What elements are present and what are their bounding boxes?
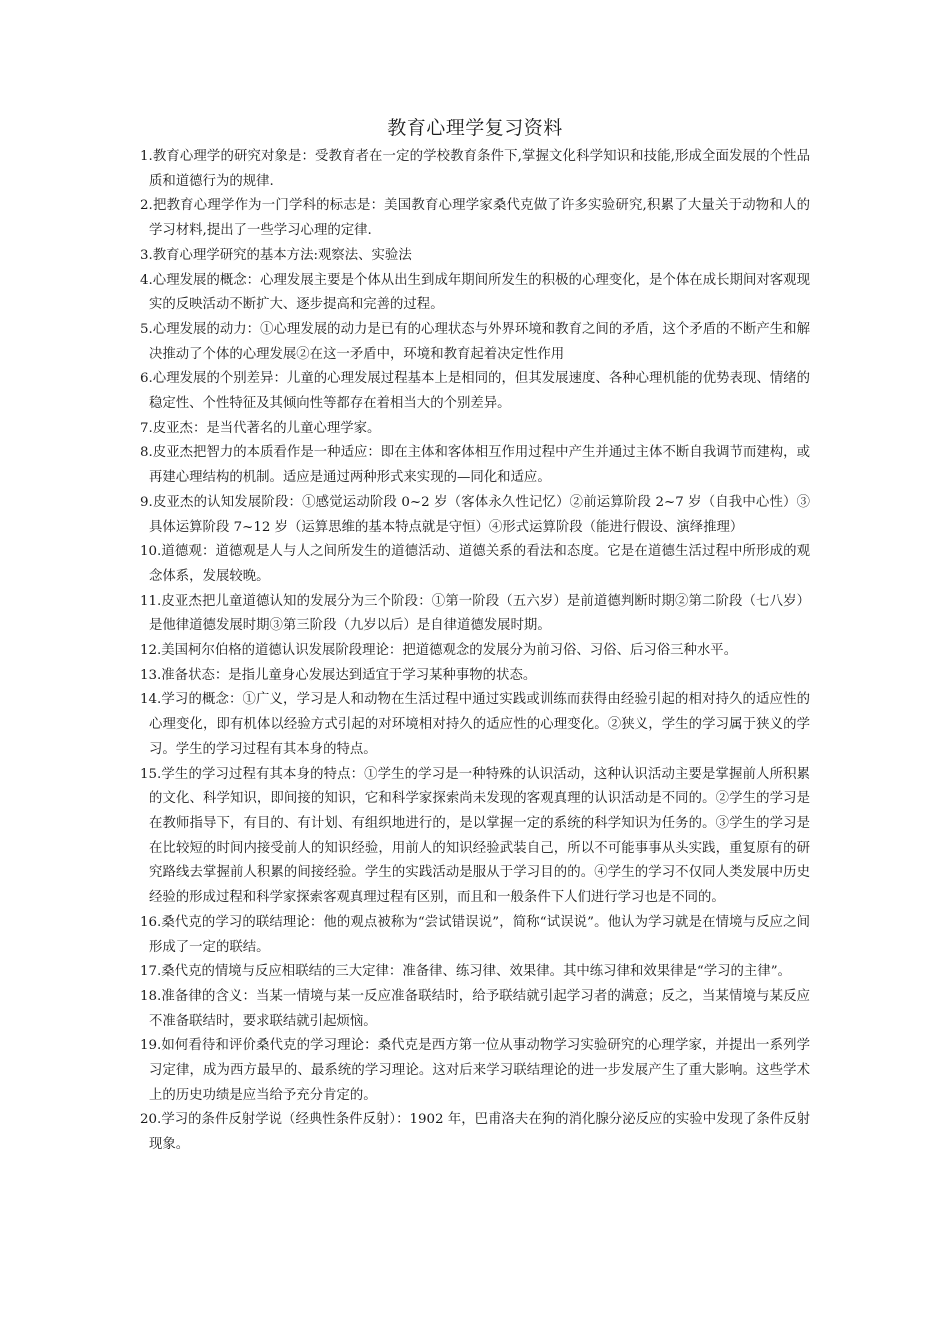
list-item: 2.把教育心理学作为一门学科的标志是：美国教育心理学家桑代克做了许多实验研究,积累了大量关于动物和人的学习材料,提出了一些学习心理的定律. xyxy=(140,198,810,239)
list-item: 10.道德观：道德观是人与人之间所发生的道德活动、道德关系的看法和态度。它是在道德生活过程中所形成的观念体系，发展较晚。 xyxy=(140,544,810,584)
list-item: 17.桑代克的情境与反应相联结的三大定律：准备律、练习律、效果律。其中练习律和效果律是“学习的主律”。 xyxy=(140,964,791,980)
list-item: 18.准备律的含义：当某一情境与某一反应准备联结时，给予联结就引起学习者的满意；反之，当某情境与某反应不准备联结时，要求联结就引起烦恼。 xyxy=(140,988,810,1029)
item-list xyxy=(140,145,810,1158)
list-item: 15.学生的学习过程有其本身的特点：①学生的学习是一种特殊的认识活动，这种认识活动主要是掌握前人所积累的文化、科学知识，即间接的知识，它和科学家探索尚未发现的客观真理的认识活动是不同的。②学生的学习是在教师指导下，有目的、有计划、有组织地进行的，是以掌握一定的系统的科学知识为任务的。③学生的学习是在比较短的时间内接受前人的知识经验，用前人的知识经验武装自己，所以不可能事事从头实践，重复原有的研究路线去掌握前人积累的间接经验。学生的实践活动是服从于学习目的的。④学生的学习不仅同人类发展中历史经验的形成过程和科学家探索客观真理过程有区别，而且和一般条件下人们进行学习也是不同的。 xyxy=(140,766,810,906)
list-item: 1.教育心理学的研究对象是：受教育者在一定的学校教育条件下,掌握文化科学知识和技能,形成全面发展的个性品质和道德行为的规律. xyxy=(140,149,810,189)
list-item: 14.学习的概念：①广义，学习是人和动物在生活过程中通过实践或训练而获得由经验引起的相对持久的适应性的心理变化，即有机体以经验方式引起的对环境相对持久的适应性的心理变化。②狭义，学生的学习属于狭义的学习。学生的学习过程有其本身的特点。 xyxy=(140,692,810,757)
list-item: 5.心理发展的动力：①心理发展的动力是已有的心理状态与外界环境和教育之间的矛盾，这个矛盾的不断产生和解决推动了个体的心理发展②在这一矛盾中，环境和教育起着决定性作用 xyxy=(140,321,810,362)
list-item: 4.心理发展的概念：心理发展主要是个体从出生到成年期间所发生的积极的心理变化，是个体在成长期间对客观现实的反映活动不断扩大、逐步提高和完善的过程。 xyxy=(140,272,810,313)
document-title: 教育心理学复习资料 xyxy=(387,117,563,139)
list-item: 13.准备状态：是指儿童身心发展达到适宜于学习某种事物的状态。 xyxy=(140,667,537,683)
list-item: 19.如何看待和评价桑代克的学习理论：桑代克是西方第一位从事动物学习实验研究的心理学家，并提出一系列学习定律，成为西方最早的、最系统的学习理论。这对后来学习联结理论的进一步发展产生了重大影响。这些学术上的历史功绩是应当给予充分肯定的。 xyxy=(140,1038,810,1103)
list-item: 16.桑代克的学习的联结理论：他的观点被称为“尝试错误说”，简称“试误说”。他认为学习就是在情境与反应之间形成了一定的联结。 xyxy=(140,914,810,955)
list-item: 6.心理发展的个别差异：儿童的心理发展过程基本上是相同的，但其发展速度、各种心理机能的优势表现、情绪的稳定性、个性特征及其倾向性等都存在着相当大的个别差异。 xyxy=(140,371,810,412)
list-item: 20.学习的条件反射学说（经典性条件反射）：1902 年，巴甫洛夫在狗的消化腺分泌反应的实验中发现了条件反射现象。 xyxy=(140,1112,810,1153)
list-item: 7.皮亚杰：是当代著名的儿童心理学家。 xyxy=(140,420,381,436)
list-item: 8.皮亚杰把智力的本质看作是一种适应：即在主体和客体相互作用过程中产生并通过主体不断自我调节而建构，或再建心理结构的机制。适应是通过两种形式来实现的—同化和适应。 xyxy=(140,445,810,486)
list-item: 11.皮亚杰把儿童道德认知的发展分为三个阶段：①第一阶段（五六岁）是前道德判断时期②第二阶段（七八岁）是他律道德发展时期③第三阶段（九岁以后）是自律道德发展时期。 xyxy=(140,593,810,634)
list-item: 9.皮亚杰的认知发展阶段：①感觉运动阶段 0~2 岁（客体永久性记忆）②前运算阶段 2~7 岁（自我中心性）③具体运算阶段 7~12 岁（运算思维的基本特点就是守恒）④形式运算阶段（能进行假设、演绎推理） xyxy=(140,494,810,535)
list-item: 3.教育心理学研究的基本方法:观察法、实验法 xyxy=(140,247,412,263)
list-item: 12.美国柯尔伯格的道德认识发展阶段理论：把道德观念的发展分为前习俗、习俗、后习俗三种水平。 xyxy=(140,643,738,659)
